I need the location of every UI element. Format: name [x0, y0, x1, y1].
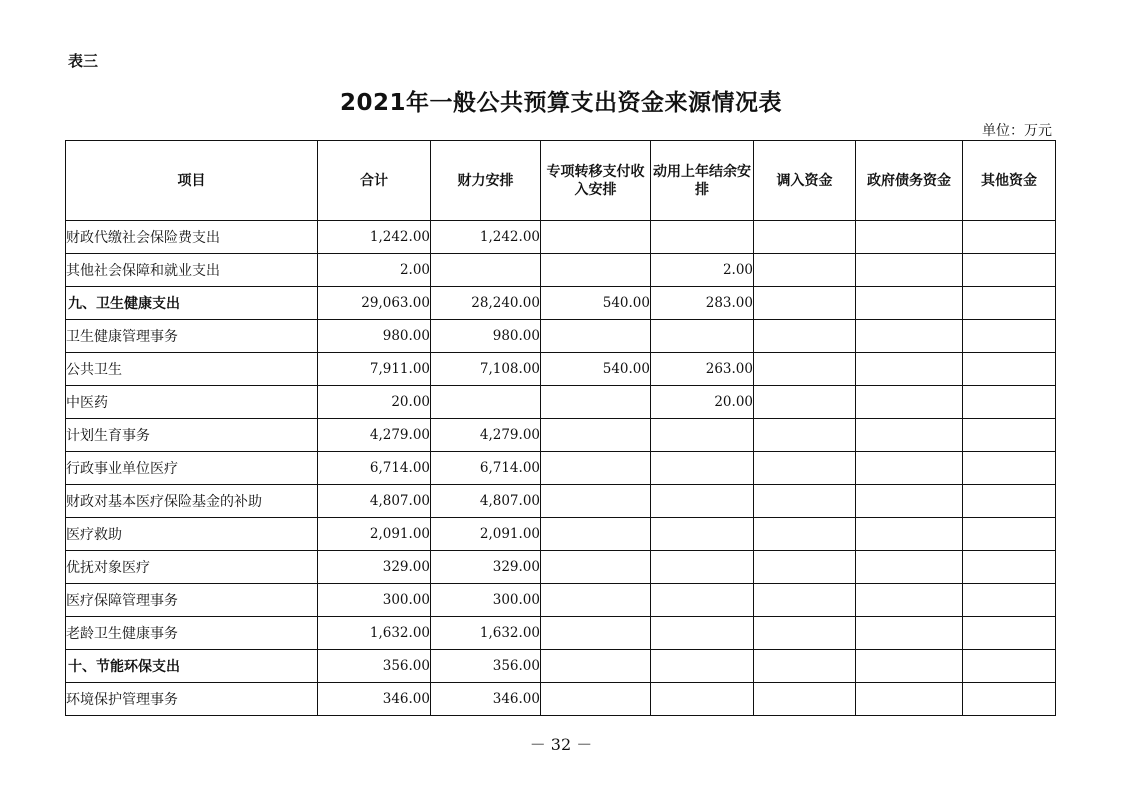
cell-total: 6,714.00 — [318, 452, 431, 485]
table-row — [66, 551, 1056, 584]
cell-other — [963, 287, 1056, 320]
row-item-name: 医疗保障管理事务 — [66, 584, 318, 617]
cell-fiscal: 1,242.00 — [431, 221, 541, 254]
column-header: 专项转移支付收入安排 — [541, 141, 651, 221]
cell-fiscal: 300.00 — [431, 584, 541, 617]
cell-other — [963, 419, 1056, 452]
cell-transfer-in — [754, 419, 856, 452]
cell-transfer-in — [754, 254, 856, 287]
row-item-name: 十、节能环保支出 — [66, 650, 318, 683]
cell-surplus: 263.00 — [651, 353, 754, 386]
cell-transfer — [541, 419, 651, 452]
column-header: 合计 — [318, 141, 431, 221]
cell-surplus — [651, 485, 754, 518]
table-row — [66, 683, 1056, 716]
cell-total: 4,807.00 — [318, 485, 431, 518]
table-row — [66, 386, 1056, 419]
column-header: 动用上年结余安排 — [651, 141, 754, 221]
cell-debt — [856, 320, 963, 353]
cell-transfer — [541, 650, 651, 683]
cell-transfer-in — [754, 353, 856, 386]
cell-total: 1,632.00 — [318, 617, 431, 650]
cell-transfer-in — [754, 221, 856, 254]
cell-total: 1,242.00 — [318, 221, 431, 254]
cell-fiscal: 6,714.00 — [431, 452, 541, 485]
cell-transfer — [541, 452, 651, 485]
cell-other — [963, 386, 1056, 419]
cell-transfer — [541, 551, 651, 584]
cell-transfer-in — [754, 551, 856, 584]
table-row — [66, 221, 1056, 254]
row-item-name: 行政事业单位医疗 — [66, 452, 318, 485]
row-item-name: 卫生健康管理事务 — [66, 320, 318, 353]
cell-transfer-in — [754, 650, 856, 683]
cell-fiscal: 329.00 — [431, 551, 541, 584]
cell-transfer — [541, 254, 651, 287]
row-item-name: 财政对基本医疗保险基金的补助 — [66, 485, 318, 518]
cell-debt — [856, 386, 963, 419]
cell-transfer-in — [754, 287, 856, 320]
cell-debt — [856, 254, 963, 287]
row-item-name: 优抚对象医疗 — [66, 551, 318, 584]
table-row — [66, 518, 1056, 551]
cell-debt — [856, 452, 963, 485]
cell-surplus — [651, 518, 754, 551]
cell-transfer-in — [754, 617, 856, 650]
cell-transfer — [541, 386, 651, 419]
cell-other — [963, 551, 1056, 584]
cell-total: 980.00 — [318, 320, 431, 353]
table-row — [66, 617, 1056, 650]
cell-surplus — [651, 551, 754, 584]
cell-transfer-in — [754, 485, 856, 518]
column-header: 财力安排 — [431, 141, 541, 221]
row-item-name: 环境保护管理事务 — [66, 683, 318, 716]
cell-debt — [856, 287, 963, 320]
cell-transfer-in — [754, 584, 856, 617]
table-row — [66, 419, 1056, 452]
cell-surplus — [651, 650, 754, 683]
row-item-name: 九、卫生健康支出 — [66, 287, 318, 320]
cell-transfer — [541, 485, 651, 518]
cell-debt — [856, 617, 963, 650]
row-item-name: 中医药 — [66, 386, 318, 419]
cell-debt — [856, 683, 963, 716]
cell-fiscal: 7,108.00 — [431, 353, 541, 386]
cell-debt — [856, 551, 963, 584]
cell-debt — [856, 353, 963, 386]
cell-surplus — [651, 320, 754, 353]
cell-fiscal: 346.00 — [431, 683, 541, 716]
page-number: － 32 － — [529, 735, 593, 754]
cell-other — [963, 617, 1056, 650]
cell-surplus — [651, 419, 754, 452]
table-row — [66, 584, 1056, 617]
cell-surplus: 283.00 — [651, 287, 754, 320]
cell-other — [963, 452, 1056, 485]
column-header: 项目 — [66, 141, 318, 221]
cell-fiscal — [431, 386, 541, 419]
cell-fiscal: 28,240.00 — [431, 287, 541, 320]
cell-fiscal: 980.00 — [431, 320, 541, 353]
table-row — [66, 287, 1056, 320]
cell-total: 2,091.00 — [318, 518, 431, 551]
cell-fiscal: 356.00 — [431, 650, 541, 683]
table-row — [66, 353, 1056, 386]
cell-fiscal: 4,807.00 — [431, 485, 541, 518]
cell-total: 346.00 — [318, 683, 431, 716]
table-row — [66, 452, 1056, 485]
cell-debt — [856, 584, 963, 617]
cell-transfer — [541, 584, 651, 617]
cell-surplus: 2.00 — [651, 254, 754, 287]
cell-fiscal: 4,279.00 — [431, 419, 541, 452]
cell-transfer-in — [754, 452, 856, 485]
row-item-name: 财政代缴社会保险费支出 — [66, 221, 318, 254]
row-item-name: 老龄卫生健康事务 — [66, 617, 318, 650]
cell-transfer: 540.00 — [541, 287, 651, 320]
cell-transfer — [541, 320, 651, 353]
table-header-row — [66, 141, 1056, 221]
cell-other — [963, 518, 1056, 551]
row-item-name: 其他社会保障和就业支出 — [66, 254, 318, 287]
table-body — [66, 221, 1056, 716]
page-title: 2021年一般公共预算支出资金来源情况表 — [339, 90, 782, 116]
cell-fiscal — [431, 254, 541, 287]
cell-total: 29,063.00 — [318, 287, 431, 320]
cell-surplus — [651, 584, 754, 617]
row-item-name: 医疗救助 — [66, 518, 318, 551]
cell-other — [963, 320, 1056, 353]
cell-transfer — [541, 221, 651, 254]
cell-debt — [856, 518, 963, 551]
table-row — [66, 320, 1056, 353]
cell-other — [963, 485, 1056, 518]
cell-transfer-in — [754, 386, 856, 419]
cell-transfer-in — [754, 683, 856, 716]
cell-total: 7,911.00 — [318, 353, 431, 386]
table-row — [66, 254, 1056, 287]
row-item-name: 公共卫生 — [66, 353, 318, 386]
cell-other — [963, 254, 1056, 287]
cell-total: 329.00 — [318, 551, 431, 584]
cell-other — [963, 683, 1056, 716]
unit-label: 单位：万元 — [982, 123, 1052, 139]
cell-total: 4,279.00 — [318, 419, 431, 452]
cell-total: 20.00 — [318, 386, 431, 419]
cell-surplus — [651, 221, 754, 254]
cell-debt — [856, 419, 963, 452]
cell-transfer: 540.00 — [541, 353, 651, 386]
cell-debt — [856, 485, 963, 518]
table-row — [66, 650, 1056, 683]
cell-other — [963, 650, 1056, 683]
table-label: 表三 — [68, 52, 99, 70]
cell-surplus — [651, 617, 754, 650]
cell-surplus — [651, 683, 754, 716]
cell-total: 356.00 — [318, 650, 431, 683]
column-header: 其他资金 — [963, 141, 1056, 221]
cell-transfer — [541, 518, 651, 551]
cell-fiscal: 2,091.00 — [431, 518, 541, 551]
budget-table — [65, 140, 1056, 716]
cell-debt — [856, 650, 963, 683]
cell-transfer-in — [754, 320, 856, 353]
cell-other — [963, 584, 1056, 617]
cell-surplus — [651, 452, 754, 485]
cell-other — [963, 353, 1056, 386]
column-header: 调入资金 — [754, 141, 856, 221]
row-item-name: 计划生育事务 — [66, 419, 318, 452]
cell-total: 2.00 — [318, 254, 431, 287]
cell-total: 300.00 — [318, 584, 431, 617]
cell-transfer — [541, 617, 651, 650]
cell-other — [963, 221, 1056, 254]
table-row — [66, 485, 1056, 518]
cell-fiscal: 1,632.00 — [431, 617, 541, 650]
cell-debt — [856, 221, 963, 254]
cell-transfer-in — [754, 518, 856, 551]
cell-transfer — [541, 683, 651, 716]
column-header: 政府债务资金 — [856, 141, 963, 221]
cell-surplus: 20.00 — [651, 386, 754, 419]
